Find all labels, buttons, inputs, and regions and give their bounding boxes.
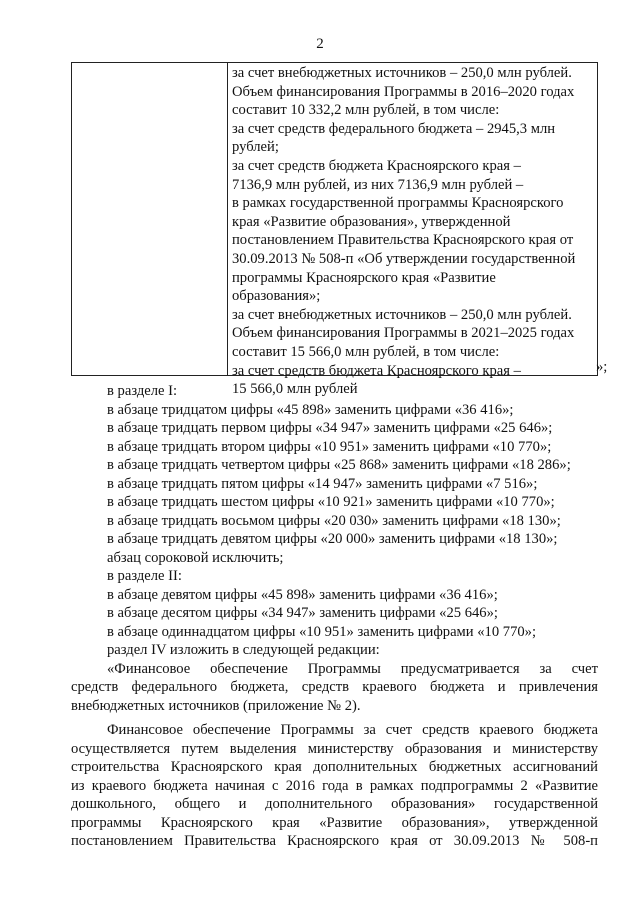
amendment-line-14: раздел IV изложить в следующей редакции:	[107, 642, 380, 658]
table-cell-line-16: за счет средств бюджета Красноярского края –	[232, 362, 521, 379]
table-cell-line-3: за счет средств федерального бюджета – 2945,3 млн	[232, 120, 556, 137]
amendment-line-1: в абзаце тридцатом цифры «45 898» заменить цифрами «36 416»;	[107, 401, 514, 418]
amendment-line-2: в абзаце тридцать первом цифры «34 947» заменить цифрами «25 646»;	[107, 420, 553, 436]
amendment-line-3: в абзаце тридцать втором цифры «10 951» заменить цифрами «10 770»;	[107, 438, 552, 455]
table-cell-line-5: за счет средств бюджета Красноярского края –	[232, 157, 521, 174]
para2-line-4: дошкольного, общего и дополнительного образования» государственной	[71, 796, 598, 812]
amendment-line-8: в абзаце тридцать девятом цифры «20 000» заменить цифрами «18 130»;	[107, 531, 558, 547]
table-cell-line-1: Объем финансирования Программы в 2016–2020 годах	[232, 83, 575, 100]
page-number: 2	[316, 36, 324, 52]
table-cell-line-9: постановлением Правительства Красноярского края от	[232, 232, 574, 249]
amendment-list	[71, 382, 598, 660]
amendment-line-12: в абзаце десятом цифры «34 947» заменить цифрами «25 646»;	[107, 605, 498, 621]
paragraph-financing	[71, 660, 598, 716]
table-cell-line-8: края «Развитие образования», утвержденной	[232, 213, 511, 230]
table-cell-line-7: в рамках государственной программы Красноярского	[232, 195, 564, 212]
amendment-line-10: в разделе II:	[107, 568, 182, 584]
table-column-divider	[227, 63, 228, 375]
amendment-line-0: в разделе I:	[107, 383, 178, 399]
amendment-line-5: в абзаце тридцать пятом цифры «14 947» заменить цифрами «7 516»;	[107, 475, 538, 492]
para1-line-1: средств федерального бюджета, средств краевого бюджета и привлечения	[71, 679, 598, 695]
para2-line-3: из краевого бюджета начиная с 2016 года в рамках подпрограммы 2 «Развитие	[71, 777, 598, 794]
amendment-line-6: в абзаце тридцать шестом цифры «10 921» заменить цифрами «10 770»;	[107, 494, 555, 510]
paragraph-regional-budget	[71, 715, 598, 851]
table-cell-line-11: программы Красноярского края «Развитие	[232, 269, 496, 286]
table-cell-line-4: рублей;	[232, 139, 279, 156]
table-cell-line-2: составит 10 332,2 млн рублей, в том числе:	[232, 102, 500, 119]
table-cell-line-6: 7136,9 млн рублей, из них 7136,9 млн рублей –	[232, 176, 524, 193]
table-closing-quote: »;	[596, 359, 608, 375]
table-cell-line-17: 15 566,0 млн рублей	[232, 381, 358, 398]
table-cell-line-10: 30.09.2013 № 508-п «Об утверждении государственной	[232, 250, 576, 267]
amendment-line-11: в абзаце девятом цифры «45 898» заменить цифрами «36 416»;	[107, 586, 498, 603]
table-cell-text	[232, 64, 593, 399]
amendment-line-13: в абзаце одиннадцатом цифры «10 951» заменить цифрами «10 770»;	[107, 623, 537, 640]
para1-line-0: «Финансовое обеспечение Программы предусматривается за счет	[107, 660, 598, 677]
para2-line-5: программы Красноярского края «Развитие образования», утвержденной	[71, 814, 598, 831]
para2-line-0: Финансовое обеспечение Программы за счет средств краевого бюджета	[107, 722, 598, 738]
table-cell-line-12: образования»;	[232, 288, 321, 305]
table-cell-line-0: за счет внебюджетных источников – 250,0 млн рублей.	[232, 65, 572, 81]
para2-line-2: строительства Красноярского края дополнительных бюджетных ассигнований	[71, 759, 598, 775]
para1-line-2: внебюджетных источников (приложение № 2).	[71, 697, 361, 714]
table-cell-line-14: Объем финансирования Программы в 2021–2025 годах	[232, 325, 575, 342]
para2-line-6: постановлением Правительства Красноярского края от 30.09.2013 № 508-п	[71, 833, 598, 849]
document-body	[71, 382, 598, 851]
amendment-line-9: абзац сороковой исключить;	[107, 549, 284, 566]
table-cell-line-13: за счет внебюджетных источников – 250,0 млн рублей.	[232, 306, 572, 323]
amendment-line-7: в абзаце тридцать восьмом цифры «20 030» заменить цифрами «18 130»;	[107, 512, 561, 529]
amendment-line-4: в абзаце тридцать четвертом цифры «25 868» заменить цифрами «18 286»;	[107, 457, 571, 473]
para2-line-1: осуществляется путем выделения министерству образования и министерству	[71, 740, 598, 757]
table-cell-line-15: составит 15 566,0 млн рублей, в том числе:	[232, 343, 500, 360]
